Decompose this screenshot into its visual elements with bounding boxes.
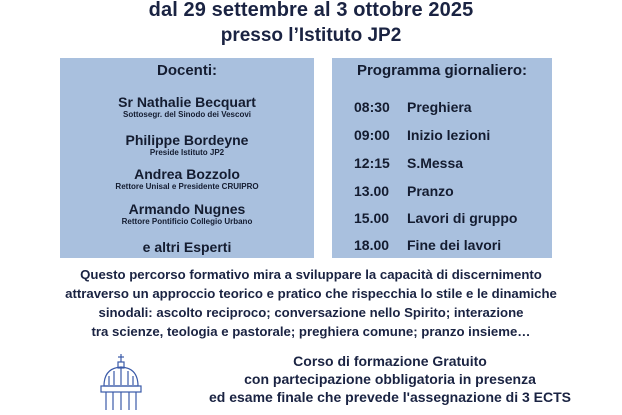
description-line: Questo percorso formativo mira a sviluppare la capacità di discernimento bbox=[80, 267, 542, 282]
schedule-activity: S.Messa bbox=[407, 155, 464, 171]
schedule-activity: Inizio lezioni bbox=[407, 127, 491, 143]
programma-title: Programma giornaliero: bbox=[356, 62, 528, 79]
docenti-title: Docenti: bbox=[157, 62, 217, 79]
docente-name: Philippe Bordeyne bbox=[125, 132, 249, 148]
schedule-time: 08:30 bbox=[354, 99, 390, 115]
course-line: ed esame finale che prevede l'assegnazione di 3 ECTS bbox=[208, 389, 572, 405]
docente-role: Rettore Pontificio Collegio Urbano bbox=[121, 217, 253, 226]
schedule-row bbox=[354, 155, 463, 171]
description-line: sinodali: ascolto reciproco; conversazione nello Spirito; interazione bbox=[98, 305, 524, 320]
schedule-time: 15.00 bbox=[354, 210, 390, 226]
docente-item bbox=[60, 132, 314, 158]
schedule-row bbox=[354, 183, 454, 199]
course-line: con partecipazione obbligatoria in presenza bbox=[244, 371, 536, 387]
schedule-activity: Pranzo bbox=[407, 183, 454, 199]
course-info bbox=[170, 352, 610, 406]
description-line: attraverso un approccio teorico e pratico che rispecchia lo stile e le dinamiche bbox=[65, 286, 557, 301]
docente-item bbox=[60, 166, 314, 192]
docente-role: Rettore Unisal e Presidente CRUIPRO bbox=[115, 182, 259, 191]
schedule-row bbox=[354, 237, 501, 253]
docente-item bbox=[60, 201, 314, 227]
header-location: presso l’Istituto JP2 bbox=[220, 25, 402, 46]
docente-name: Sr Nathalie Becquart bbox=[118, 94, 256, 110]
schedule-time: 13.00 bbox=[354, 183, 390, 199]
schedule-activity: Fine dei lavori bbox=[407, 237, 502, 253]
course-line: Corso di formazione Gratuito bbox=[293, 353, 487, 369]
docente-item bbox=[60, 94, 314, 120]
docente-role: Sottosegr. del Sinodo dei Vescovi bbox=[122, 110, 252, 119]
schedule-time: 09:00 bbox=[354, 127, 390, 143]
docenti-others: e altri Esperti bbox=[142, 239, 232, 255]
schedule-row bbox=[354, 99, 472, 115]
schedule-time: 18.00 bbox=[354, 237, 390, 253]
docente-name: Armando Nugnes bbox=[128, 201, 246, 217]
programma-box bbox=[332, 58, 552, 258]
docente-name: Andrea Bozzolo bbox=[134, 166, 240, 182]
dome-logo-icon bbox=[96, 352, 146, 410]
schedule-activity: Preghiera bbox=[407, 99, 472, 115]
docenti-box bbox=[60, 58, 314, 258]
schedule-time: 12:15 bbox=[354, 155, 390, 171]
header-dates: dal 29 settembre al 3 ottobre 2025 bbox=[148, 0, 474, 21]
schedule-row bbox=[354, 127, 490, 143]
description-line: tra scienze, teologia e pastorale; preghiera comune; pranzo insieme… bbox=[91, 324, 531, 339]
schedule-row bbox=[354, 210, 517, 226]
docente-role: Preside Istituto JP2 bbox=[149, 148, 225, 157]
description-paragraph bbox=[0, 265, 622, 341]
schedule-activity: Lavori di gruppo bbox=[407, 210, 518, 226]
